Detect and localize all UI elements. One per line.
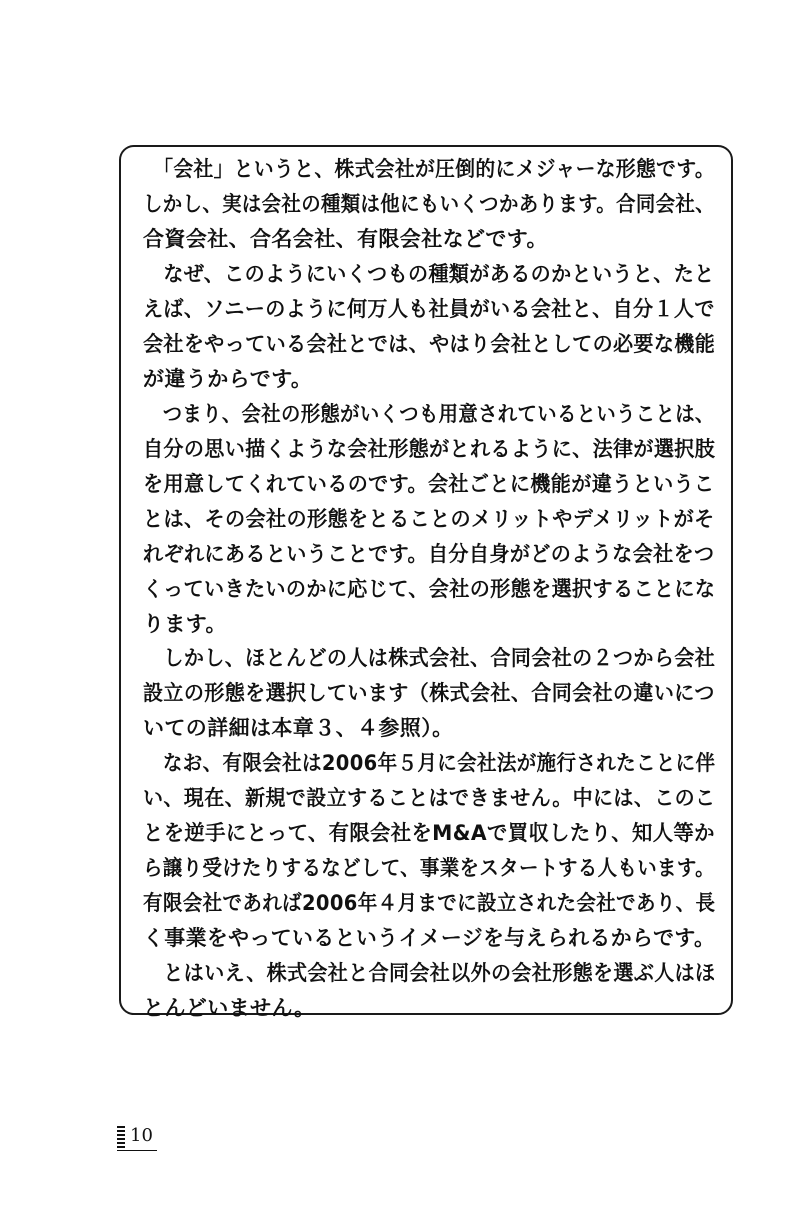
body-text-line: 合資会社、合名会社、有限会社などです。 [143,227,548,251]
body-text-line: とは、その会社の形態をとることのメリットやデメリットがそ [143,507,715,531]
body-text-line: とを逆手にとって、有限会社をM&Aで買収したり、知人等か [143,821,715,845]
body-text-line: えば、ソニーのように何万人も社員がいる会社と、自分１人で [143,297,715,321]
body-text-line: 「会社」というと、株式会社が圧倒的にメジャーな形態です。 [143,157,716,181]
body-text-line: く事業をやっているというイメージを与えられるからです。 [143,926,716,950]
footer-rule [117,1150,157,1151]
page-marker-icon [117,1126,125,1148]
body-text-line: 会社をやっている会社とでは、やはり会社としての必要な機能 [143,332,716,356]
body-text-line: つまり、会社の形態がいくつも用意されているということは、 [143,402,715,426]
body-text-line: 設立の形態を選択しています（株式会社、合同会社の違いにつ [143,681,715,705]
body-text-line: くっていきたいのかに応じて、会社の形態を選択することにな [143,577,716,601]
body-text-line: いての詳細は本章３、４参照）。 [143,716,454,740]
body-text-line: とはいえ、株式会社と合同会社以外の会社形態を選ぶ人はほ [143,961,716,985]
body-text-line: を用意してくれているのです。会社ごとに機能が違うというこ [143,472,715,496]
body-text-line: ります。 [143,612,227,636]
page-footer [117,1124,157,1154]
body-text-line: 有限会社であれば2006年４月までに設立された会社であり、長 [143,891,716,915]
body-text-line: ら譲り受けたりするなどして、事業をスタートする人もいます。 [143,856,715,880]
body-text-line: 自分の思い描くような会社形態がとれるように、法律が選択肢 [143,437,716,461]
body-text-line: しかし、実は会社の種類は他にもいくつかあります。合同会社、 [143,192,715,216]
body-text-line: れぞれにあるということです。自分自身がどのような会社をつ [143,542,715,566]
body-text-line: なお、有限会社は2006年５月に会社法が施行されたことに伴 [143,751,716,775]
page-number: 10 [130,1125,153,1146]
body-text-line: とんどいません。 [143,996,316,1020]
body-text-line: なぜ、このようにいくつもの種類があるのかというと、たと [143,262,715,286]
body-text-line: が違うからです。 [143,367,313,391]
body-text-line: しかし、ほとんどの人は株式会社、合同会社の２つから会社 [143,646,716,670]
body-text-line: い、現在、新規で設立することはできません。中には、このこ [143,786,716,810]
